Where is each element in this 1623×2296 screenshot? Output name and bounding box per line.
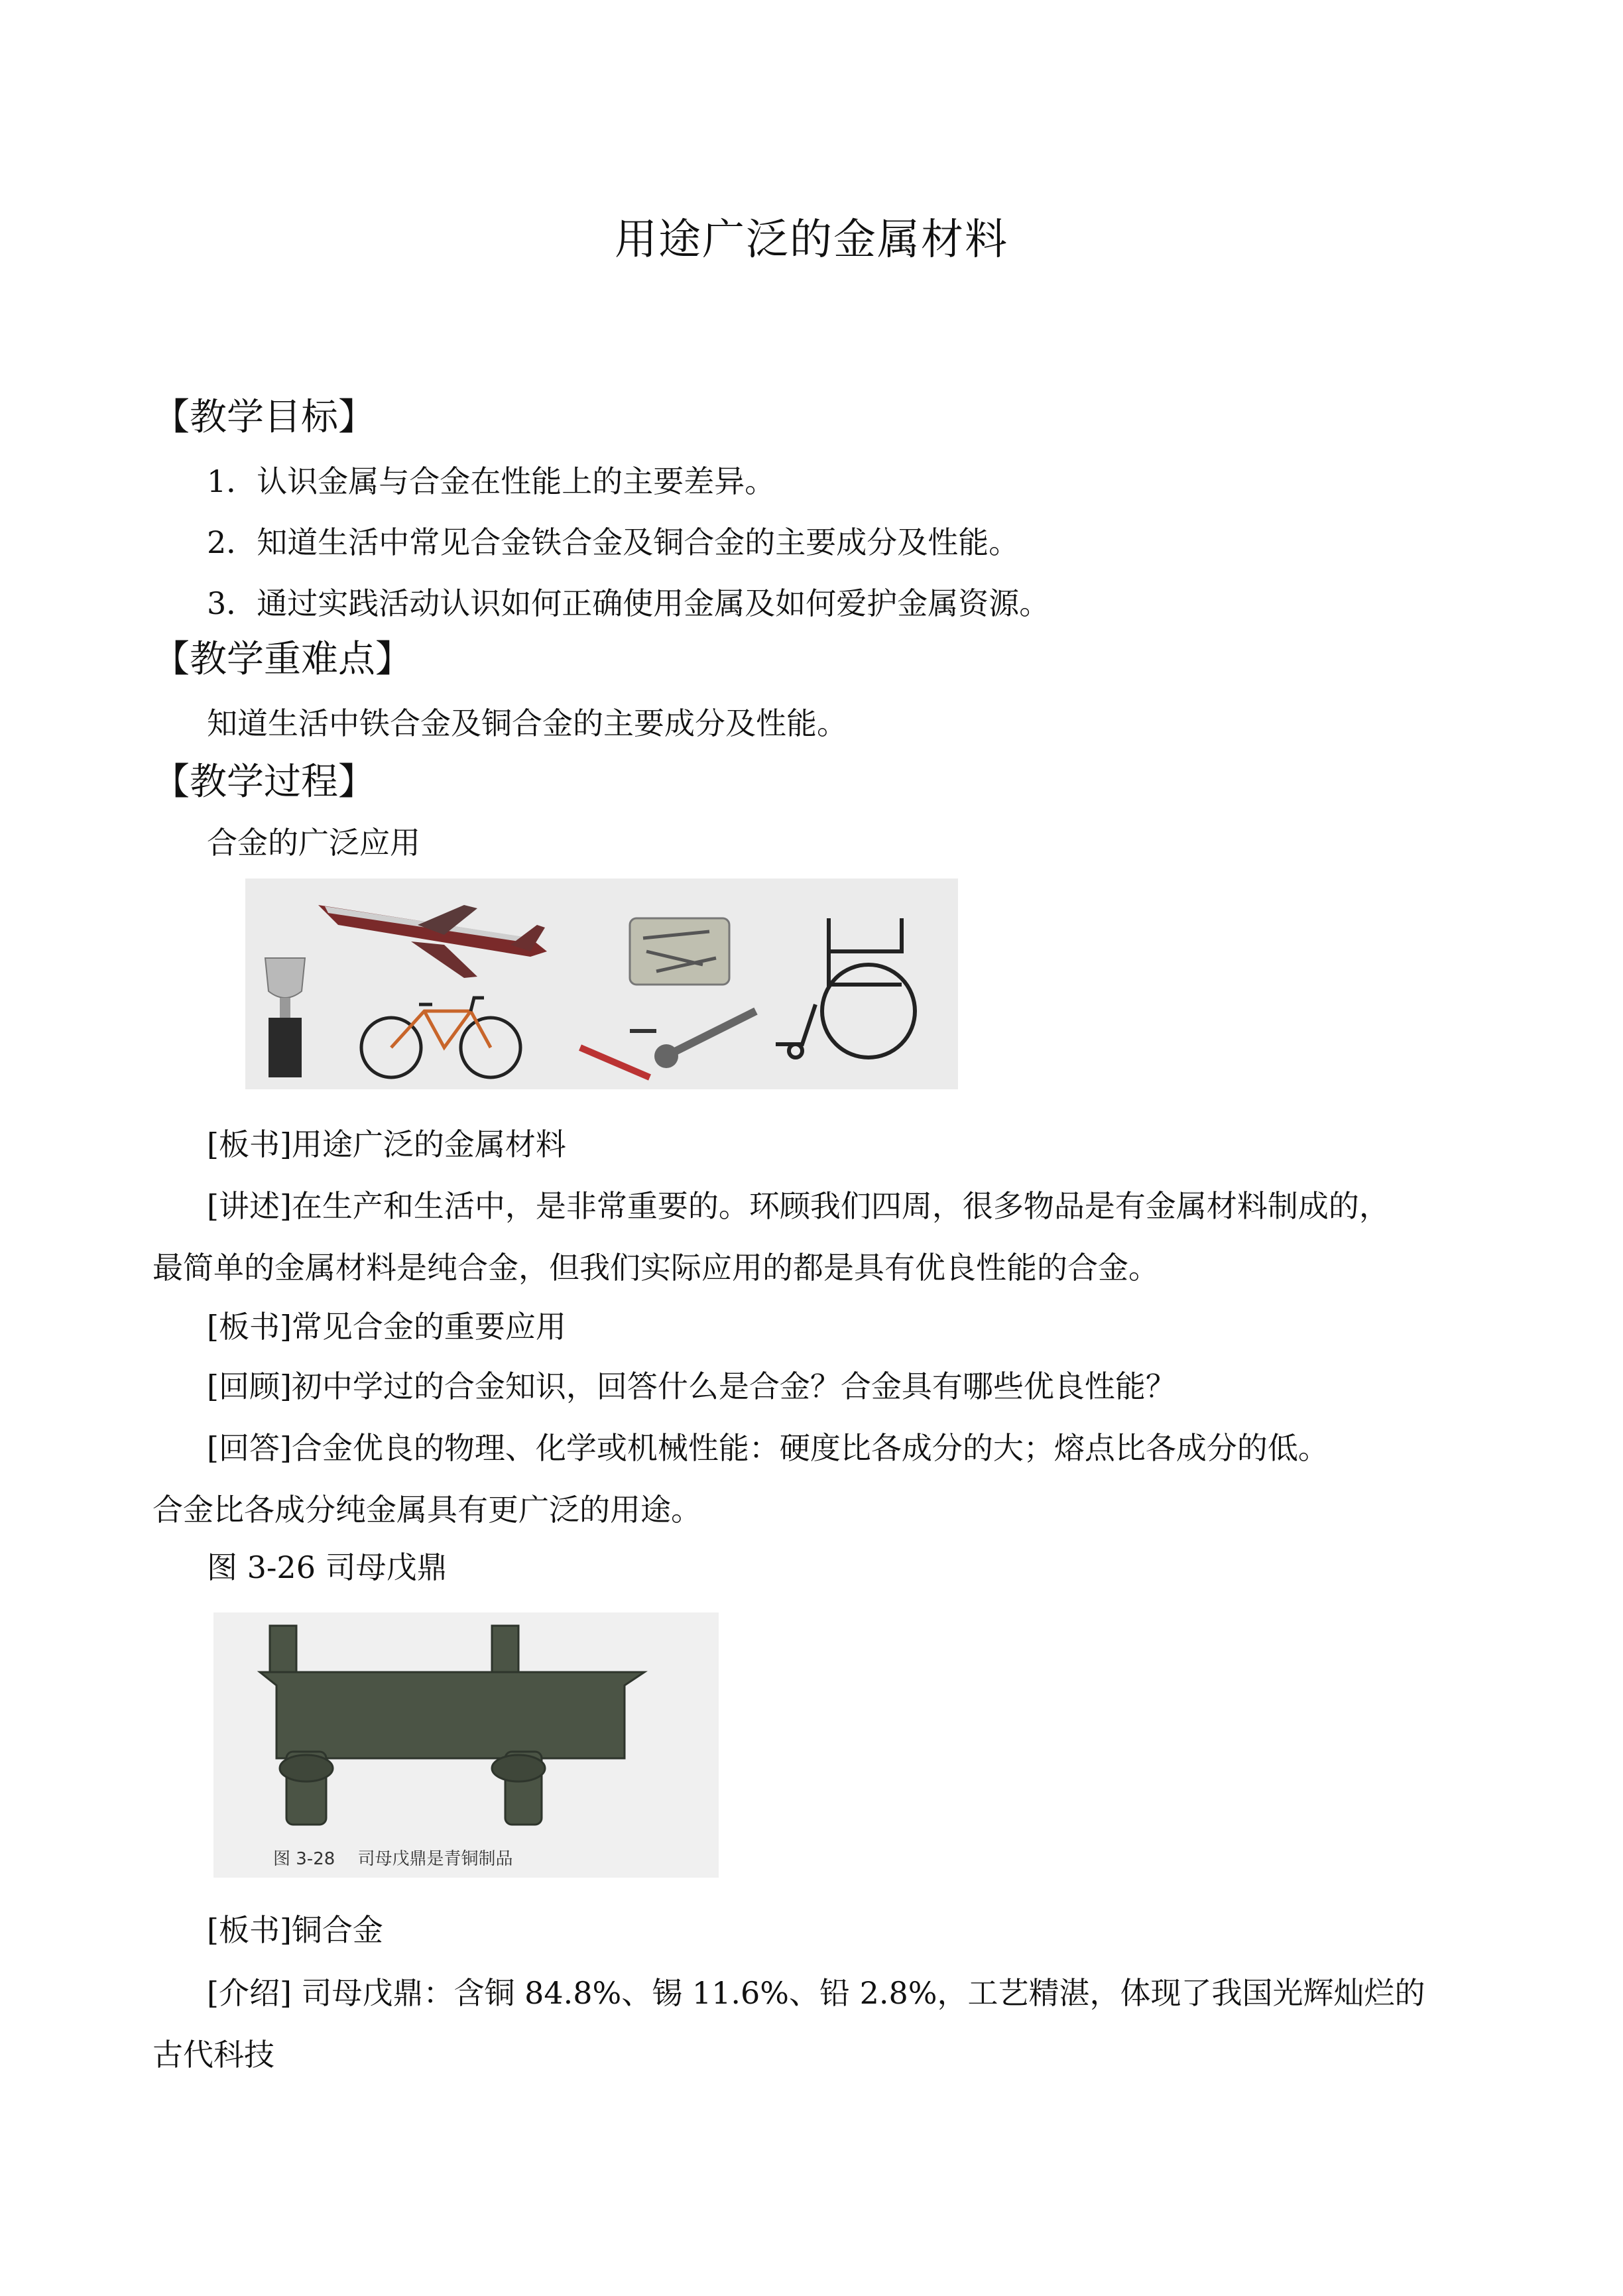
tool-tray-icon [630,918,729,985]
key-points-heading: 【教学重难点】 [152,638,412,681]
objective-item-2: 2．知道生活中常见合金铁合金及铜合金的主要成分及性能。 [207,524,1020,560]
simuwu-ding-image [213,1612,719,1878]
paragraph-narration-line1: [讲述]在生产和生活中，是非常重要的。环顾我们四周，很多物品是有金属材料制成的， [207,1188,1390,1224]
paragraph-review: [回顾]初中学过的合金知识，回答什么是合金？合金具有哪些优良性能？ [207,1368,1176,1404]
trophy-icon [265,958,305,1077]
paragraph-answer-line1: [回答]合金优良的物理、化学或机械性能：硬度比各成分的大；熔点比各成分的低。 [207,1430,1329,1466]
alloy-applications-image [245,878,958,1089]
paragraph-board-alloy-uses: [板书]常见合金的重要应用 [207,1309,566,1345]
process-intro: 合金的广泛应用 [207,825,420,861]
key-points-text: 知道生活中铁合金及铜合金的主要成分及性能。 [207,705,847,741]
objectives-heading: 【教学目标】 [152,396,375,439]
paragraph-board-copper-alloy: [板书]铜合金 [207,1912,383,1948]
paragraph-answer-line2: 合金比各成分纯金属具有更广泛的用途。 [152,1492,701,1528]
paragraph-intro-line2: 古代科技 [152,2037,274,2073]
paragraph-intro-line1: [介绍] 司母戊鼎：含铜 84.8%、锡 11.6%、铅 2.8%，工艺精湛，体现了我国光辉灿烂的 [207,1975,1425,2011]
figure-label: 图 3-26 司母戊鼎 [207,1549,448,1585]
figure-caption: 图 3-28 司母戊鼎是青铜制品 [273,1849,513,1869]
process-heading: 【教学过程】 [152,760,375,804]
paragraph-board-title: [板书]用途广泛的金属材料 [207,1126,566,1162]
objective-item-1: 1．认识金属与合金在性能上的主要差异。 [207,463,776,499]
paragraph-narration-line2: 最简单的金属材料是纯合金，但我们实际应用的都是具有优良性能的合金。 [152,1250,1159,1286]
page-title: 用途广泛的金属材料 [615,215,1008,265]
objective-item-3: 3．通过实践活动认识如何正确使用金属及如何爱护金属资源。 [207,585,1050,621]
